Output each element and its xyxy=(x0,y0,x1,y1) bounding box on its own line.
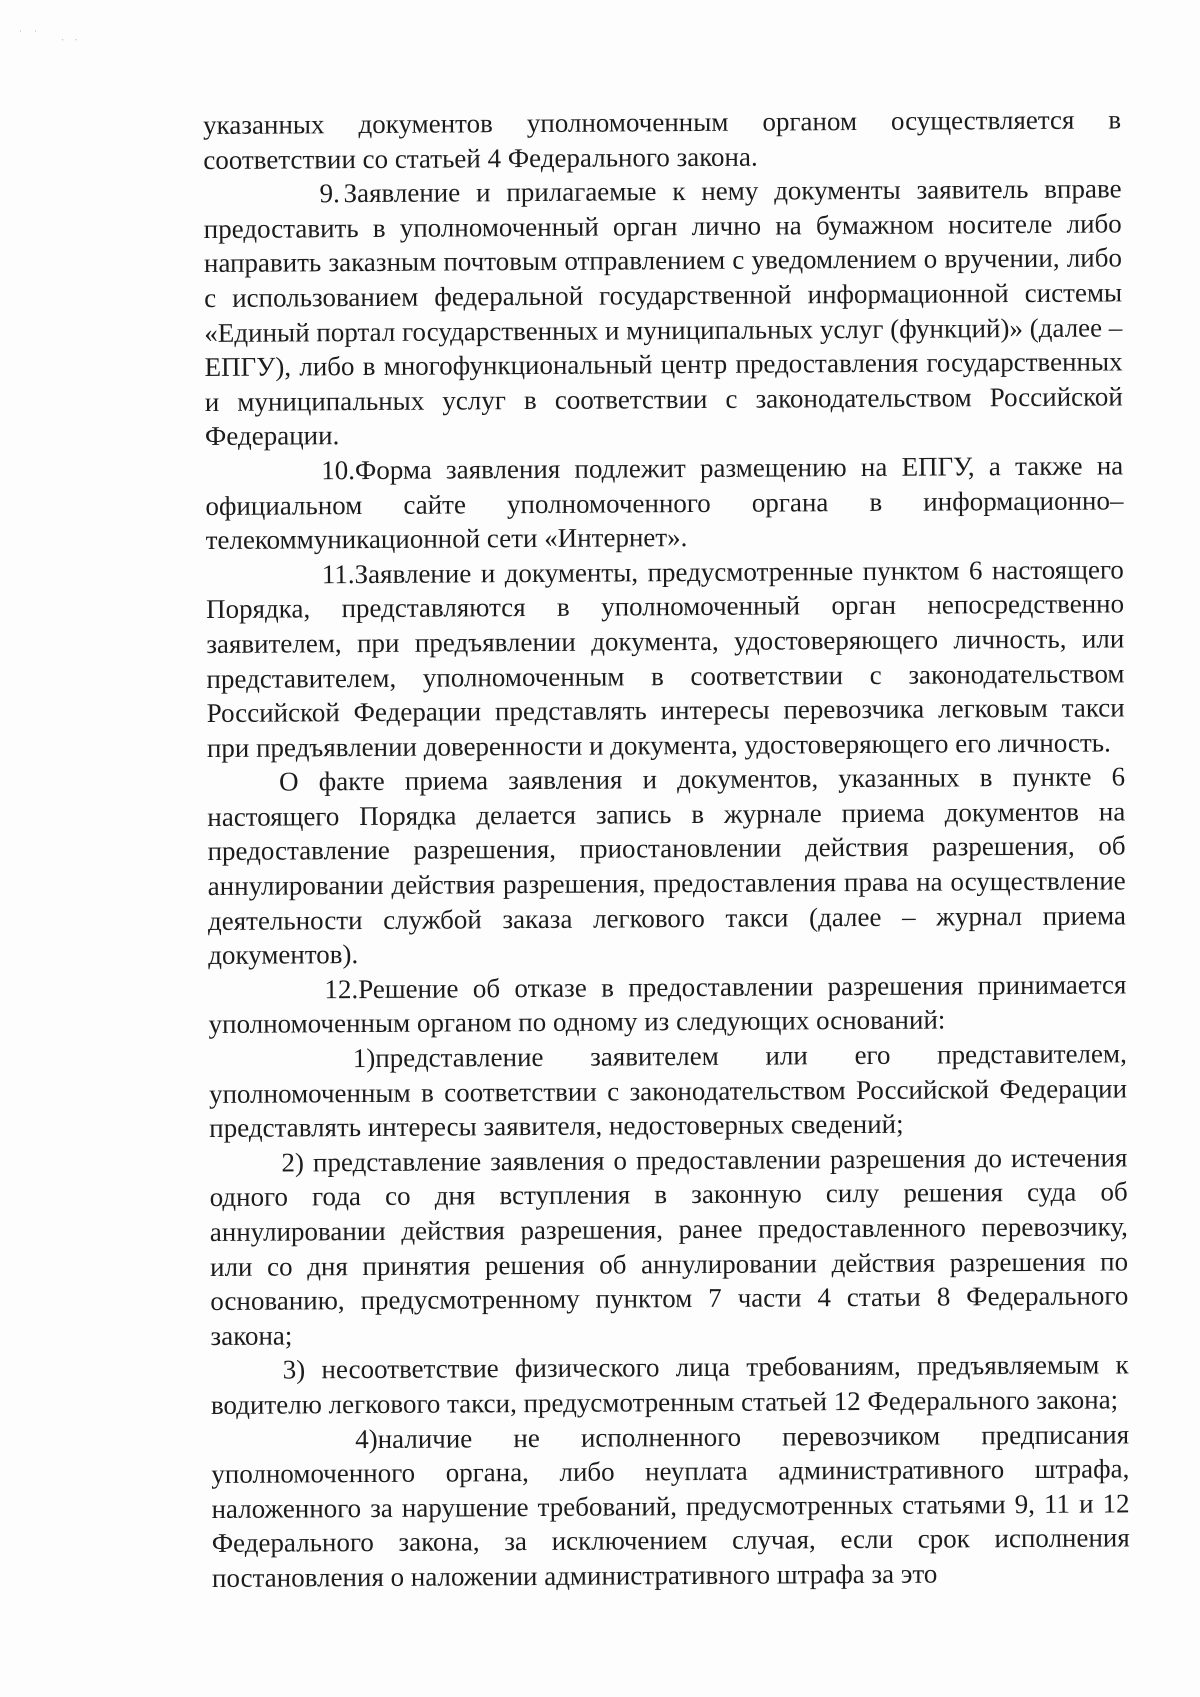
list-item-number: 3) xyxy=(282,1354,306,1385)
list-item-text: представление заявления о предоставлении разрешения до истечения одного года со дня вступления в законную силу решения суда об аннулировании действия разрешения, ранее предоставленного перевозчику, или со дня принятия решения об аннулировании действия разрешения по основанию, предусмотренному пунктом 7 части 4 статьи 8 Федерального закона; xyxy=(209,1142,1129,1351)
paragraph-number: 12. xyxy=(324,973,359,1005)
paragraph-text: Форма заявления подлежит размещению на ЕПГУ, а также на официальном сайте уполномоченного органа в информационно–телекоммуникационной сети «Интернет». xyxy=(205,450,1124,556)
list-item-text: несоответствие физического лица требованиям, предъявляемым к водителю легкового такси, предусмотренным статьей 12 Федерального закона; xyxy=(210,1349,1129,1420)
list-item-number: 1) xyxy=(352,1042,376,1074)
paragraph-text: Заявление и документы, предусмотренные пунктом 6 настоящего Порядка, представляются в уполномоченный орган непосредственно заявителем, при предъявлении документа, удостоверяющего личность, или представителем, уполномоченным в соответствии с законодательством Российской Федерации представлять интересы перевозчика легковым такси при предъявлении доверенности и документа, удостоверяющего его личность. xyxy=(205,554,1125,763)
document-text xyxy=(203,102,1130,1595)
list-item-text: наличие не исполненного перевозчиком предписания уполномоченного органа, либо неуплата административного штрафа, наложенного за нарушение требований, предусмотренных статьями 9, 11 и 12 Федерального закона, за исключением случая, если срок исполнения постановления о наложении административного штрафа за это xyxy=(211,1418,1130,1593)
paragraph-text: Заявление и прилагаемые к нему документы заявитель вправе предоставить в уполномоченный орган лично на бумажном носителе либо направить заказным почтовым отправлением с уведомлением о вручении, либо с использованием федеральной государственной информационной системы «Единый портал государственных и муниципальных услуг (функций)» (далее – ЕПГУ), либо в многофункциональный центр предоставления государственных и муниципальных услуг в соответствии с законодательством Российской Федерации. xyxy=(203,173,1123,452)
list-item-text: представление заявителем или его представителем, уполномоченным в соответствии с законодательством Российской Федерации представлять интересы заявителя, недостоверных сведений; xyxy=(208,1038,1128,1144)
list-item-2 xyxy=(209,1140,1128,1353)
paragraph-11-note xyxy=(207,760,1126,973)
list-item-3 xyxy=(211,1348,1129,1423)
list-item-number: 2) xyxy=(281,1147,305,1178)
paragraph-text: указанных документов уполномоченным органом осуществляется в соответствии со статьей 4 Федерального закона. xyxy=(203,104,1122,175)
list-item-4 xyxy=(211,1417,1130,1596)
paragraph-number: 11. xyxy=(321,558,355,590)
paragraph-continuation xyxy=(203,102,1121,177)
paragraph-text: О факте приема заявления и документов, указанных в пункте 6 настоящего Порядка делается запись в журнале приема документов на предоставление разрешения, приостановлении действия разрешения, об аннулировании действия разрешения, предоставления права на осуществление деятельности службой заказа легкового такси (далее – журнал приема документов). xyxy=(207,761,1127,971)
paragraph-number: 10. xyxy=(321,455,356,486)
paragraph-text: Решение об отказе в предоставлении разрешения принимается уполномоченным органом по одному из следующих оснований: xyxy=(208,969,1127,1040)
list-item-1 xyxy=(209,1036,1128,1145)
paragraph-10 xyxy=(205,448,1124,557)
list-item-number: 4) xyxy=(355,1423,378,1454)
paragraph-number: 9. xyxy=(319,178,340,209)
paragraph-12 xyxy=(208,967,1126,1042)
scan-artifact-marks: ˙˙ ˏˏ xyxy=(18,30,88,41)
paragraph-11 xyxy=(206,552,1125,765)
paragraph-9 xyxy=(203,172,1123,454)
